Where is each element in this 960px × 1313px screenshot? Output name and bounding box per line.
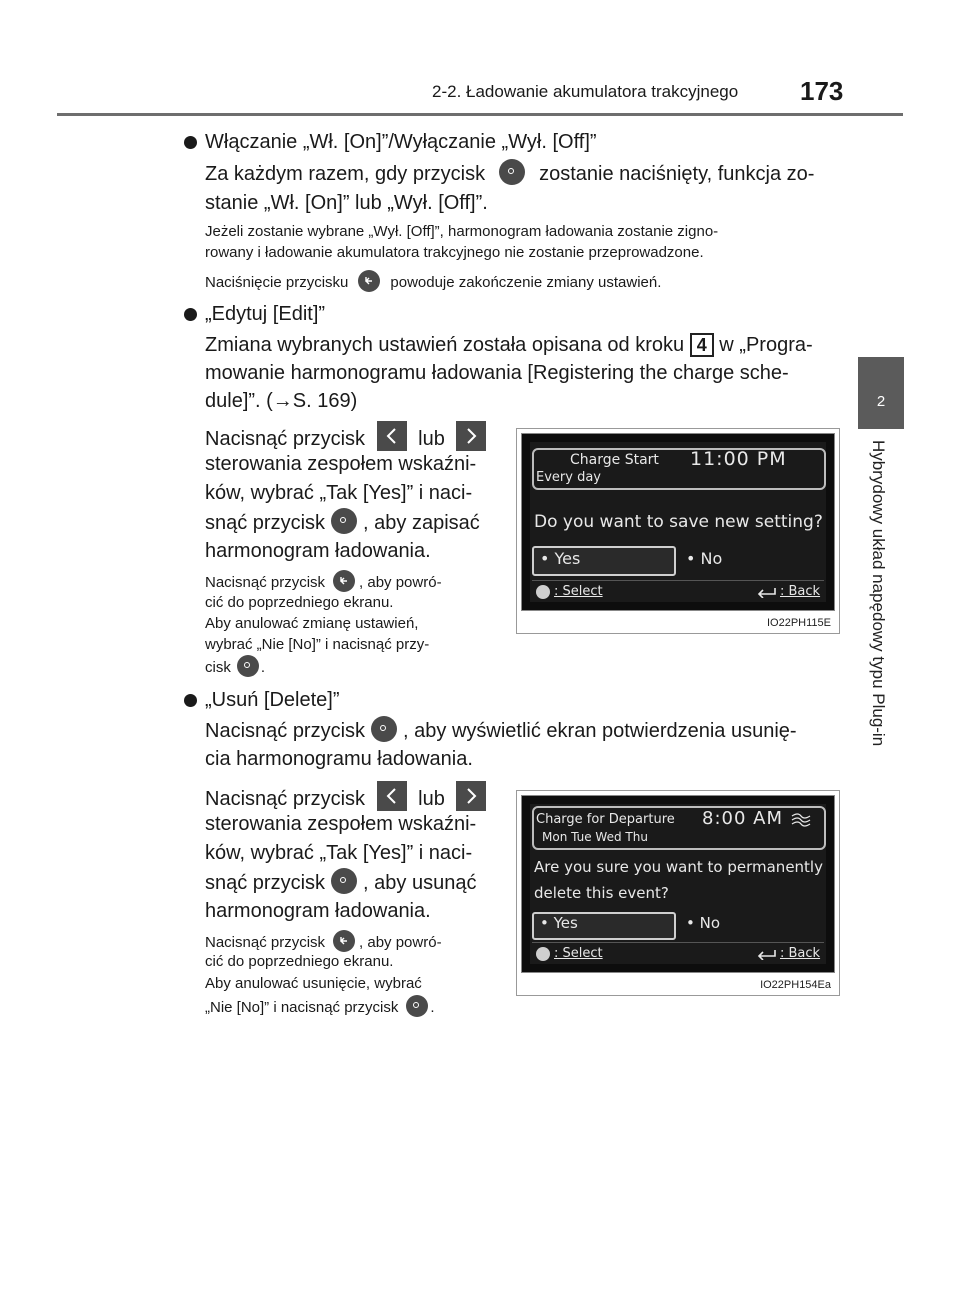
right-arrow-icon bbox=[456, 781, 486, 811]
figure-code: IO22PH115E bbox=[766, 617, 831, 629]
paragraph: stanie „Wł. [On]” lub „Wył. [Off]”. bbox=[205, 192, 488, 214]
bullet-icon bbox=[184, 136, 197, 149]
chapter-tab bbox=[858, 357, 904, 429]
note: cić do poprzedniego ekranu. bbox=[205, 594, 394, 611]
schedule-title: Charge Start bbox=[570, 452, 659, 468]
display-screen bbox=[521, 433, 835, 611]
select-hint: : Select bbox=[554, 584, 603, 599]
ok-button-icon bbox=[331, 508, 357, 534]
note: wybrać „Nie [No]” i nacisnąć przy- bbox=[205, 636, 430, 653]
climate-fan-icon bbox=[790, 812, 812, 828]
paragraph: snąć przycisk , aby zapisać bbox=[205, 508, 480, 538]
back-hint: : Back bbox=[780, 946, 821, 961]
paragraph: harmonogram ładowania. bbox=[205, 540, 431, 562]
paragraph: Za każdym razem, gdy przycisk zostanie naciśnięty, funkcja zo- bbox=[205, 159, 830, 189]
chapter-number: 2 bbox=[876, 393, 886, 410]
paragraph: Nacisnąć przycisk lub bbox=[205, 781, 492, 814]
figure-code: IO22PH154Ea bbox=[760, 979, 831, 991]
back-button-icon bbox=[333, 930, 355, 952]
section-title: 2-2. Ładowanie akumulatora trakcyjnego bbox=[432, 82, 739, 101]
paragraph: mowanie harmonogramu ładowania [Registering the charge sche- bbox=[205, 362, 789, 384]
paragraph: ków, wybrać „Tak [Yes]” i naci- bbox=[205, 482, 473, 504]
chapter-title: Hybrydowy układ napędowy typu Plug-in bbox=[869, 440, 888, 747]
ok-button-icon bbox=[406, 995, 428, 1017]
schedule-days: Mon Tue Wed Thu bbox=[542, 830, 648, 844]
schedule-time: 8:00 AM bbox=[702, 808, 783, 829]
dial-icon bbox=[536, 947, 550, 961]
back-button-icon bbox=[333, 570, 355, 592]
yes-option-label: • Yes bbox=[540, 914, 578, 932]
heading-on-off: Włączanie „Wł. [On]”/Wyłączanie „Wył. [Off]” bbox=[205, 131, 597, 153]
yes-option-label: • Yes bbox=[540, 549, 581, 568]
paragraph: harmonogram ładowania. bbox=[205, 900, 431, 922]
heading-delete: „Usuń [Delete]” bbox=[205, 689, 340, 711]
dialog-question: Are you sure you want to permanently bbox=[534, 858, 823, 876]
dialog-question: delete this event? bbox=[534, 884, 669, 902]
note: Aby anulować zmianę ustawień, bbox=[205, 615, 419, 632]
select-hint: : Select bbox=[554, 946, 603, 961]
paragraph: cia harmonogramu ładowania. bbox=[205, 748, 473, 770]
bullet-icon bbox=[184, 308, 197, 321]
note: Naciśnięcie przycisku powoduje zakończenie zmiany ustawień. bbox=[205, 270, 661, 294]
bullet-icon bbox=[184, 694, 197, 707]
ok-button-icon bbox=[331, 868, 357, 894]
note: cić do poprzedniego ekranu. bbox=[205, 953, 394, 970]
dialog-question: Do you want to save new setting? bbox=[534, 512, 823, 532]
screenshot-figure-2 bbox=[516, 790, 840, 996]
schedule-days: Every day bbox=[536, 470, 601, 485]
paragraph: sterowania zespołem wskaźni- bbox=[205, 453, 477, 475]
step-reference: 4 bbox=[690, 333, 714, 357]
paragraph: Zmiana wybranych ustawień została opisana od kroku 4 w „Progra- bbox=[205, 334, 813, 356]
screenshot-figure-1 bbox=[516, 428, 840, 634]
ok-button-icon bbox=[237, 655, 259, 677]
no-option[interactable]: • No bbox=[686, 914, 721, 932]
paragraph: ków, wybrać „Tak [Yes]” i naci- bbox=[205, 842, 473, 864]
note: Aby anulować usunięcie, wybrać bbox=[205, 975, 422, 992]
paragraph: sterowania zespołem wskaźni- bbox=[205, 813, 477, 835]
paragraph: Nacisnąć przycisk , aby wyświetlić ekran potwierdzenia usunię- bbox=[205, 716, 797, 746]
divider bbox=[532, 942, 824, 943]
left-arrow-icon bbox=[377, 781, 407, 811]
return-arrow-icon bbox=[755, 948, 777, 960]
right-arrow-icon bbox=[456, 421, 486, 451]
paragraph: Nacisnąć przycisk lub bbox=[205, 421, 492, 454]
note: rowany i ładowanie akumulatora trakcyjnego nie zostanie przeprowadzone. bbox=[205, 244, 704, 261]
divider bbox=[532, 580, 824, 581]
schedule-title: Charge for Departure bbox=[536, 812, 675, 827]
note: cisk . bbox=[205, 655, 265, 679]
return-arrow-icon bbox=[755, 586, 777, 598]
schedule-time: 11:00 PM bbox=[690, 448, 787, 470]
back-button-icon bbox=[358, 270, 380, 292]
note: Nacisnąć przycisk , aby powró- bbox=[205, 930, 442, 954]
page-number: 173 bbox=[800, 76, 844, 106]
paragraph: dule]”. (→S. 169) bbox=[205, 390, 358, 412]
dial-icon bbox=[536, 585, 550, 599]
note: Jeżeli zostanie wybrane „Wył. [Off]”, harmonogram ładowania zostanie zigno- bbox=[205, 223, 719, 240]
heading-edit: „Edytuj [Edit]” bbox=[205, 303, 326, 325]
ok-button-icon bbox=[371, 716, 397, 742]
note: „Nie [No]” i nacisnąć przycisk . bbox=[205, 995, 435, 1019]
display-screen bbox=[521, 795, 835, 973]
paragraph: snąć przycisk , aby usunąć bbox=[205, 868, 476, 898]
note: Nacisnąć przycisk , aby powró- bbox=[205, 570, 442, 594]
no-option[interactable]: • No bbox=[686, 549, 723, 568]
left-arrow-icon bbox=[377, 421, 407, 451]
back-hint: : Back bbox=[780, 584, 821, 599]
header-rule bbox=[57, 113, 903, 116]
ok-button-icon bbox=[499, 159, 525, 185]
